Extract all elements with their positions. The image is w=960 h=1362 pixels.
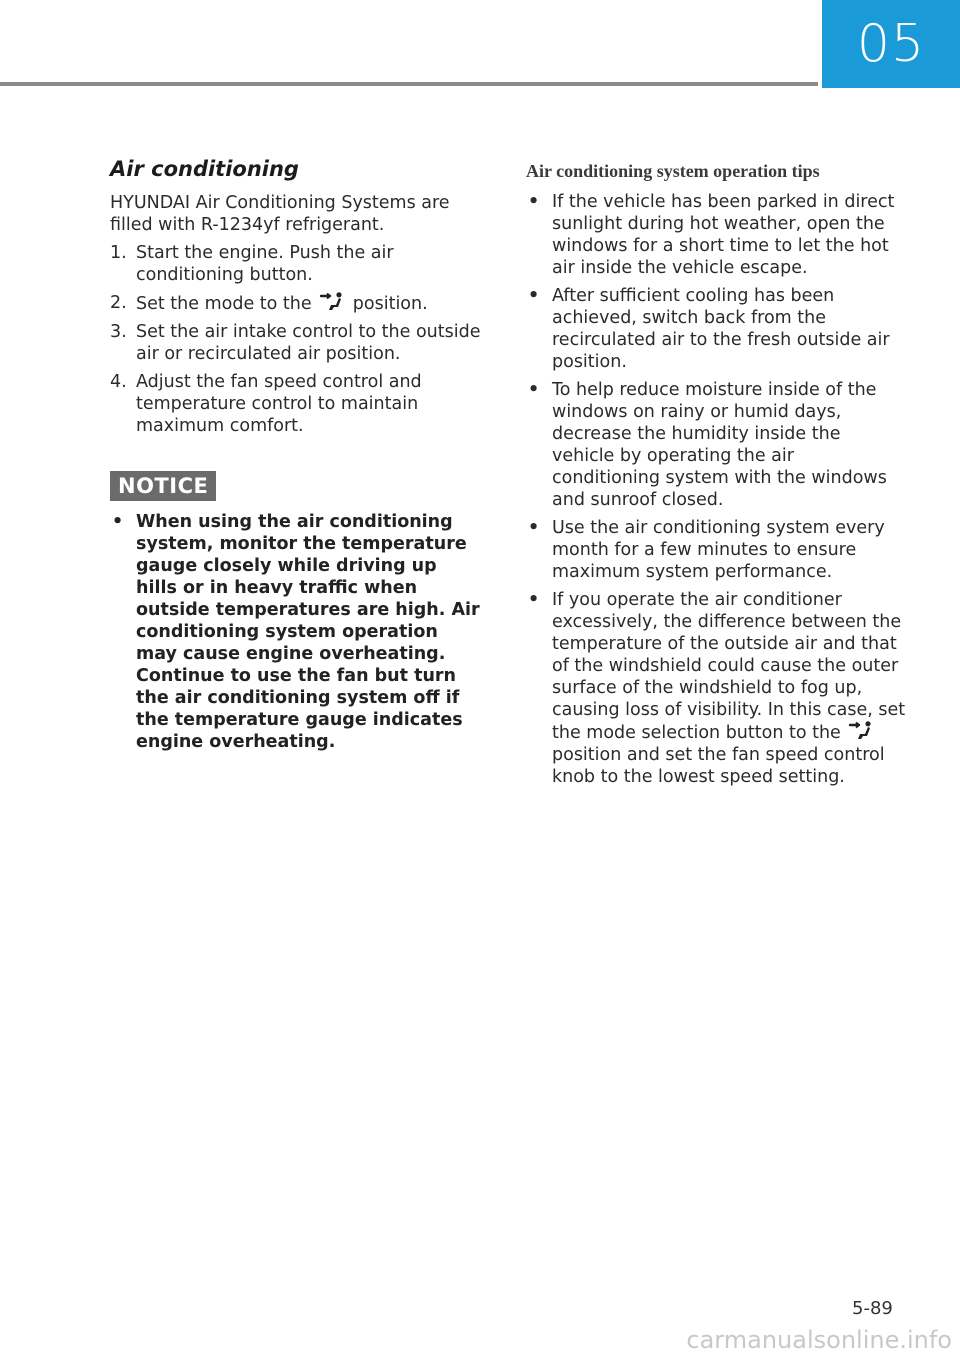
tip-text-after: position and set the fan speed control knob to the lowest speed setting. <box>552 745 885 787</box>
notice-list <box>110 511 482 753</box>
watermark: carmanualsonline.info <box>686 1326 952 1354</box>
bullet: • <box>112 512 124 532</box>
step-item <box>110 292 482 315</box>
tip-item <box>526 589 906 788</box>
bullet: • <box>528 590 540 610</box>
tips-list <box>526 191 906 788</box>
tip-text: Use the air conditioning system every month for a few minutes to ensure maximum system performance. <box>552 518 885 582</box>
notice-text: When using the air conditioning system, monitor the temperature gauge closely while driving up hills or in heavy traffic when outside temperatures are high. Air conditioning system operation may cause engine overheating. Continue to use the fan but turn the air conditioning system off if the temperature gauge indicates engine overheating. <box>136 512 480 752</box>
step-text: Adjust the fan speed control and temperature control to maintain maximum comfort. <box>136 372 422 436</box>
tip-item <box>526 379 906 511</box>
step-text-after: position. <box>352 294 428 314</box>
step-number: 3. <box>110 322 127 342</box>
tip-text: If the vehicle has been parked in direct sunlight during hot weather, open the windows for a short time to let the hot air inside the vehicle escape. <box>552 192 895 278</box>
left-column <box>110 158 482 753</box>
tip-item <box>526 517 906 583</box>
tip-text: After sufficient cooling has been achieved, switch back from the recirculated air to the fresh outside air position. <box>552 286 890 372</box>
bullet: • <box>528 380 540 400</box>
tip-item <box>526 191 906 279</box>
bullet: • <box>528 192 540 212</box>
notice-badge: NOTICE <box>110 471 216 501</box>
step-text: Start the engine. Push the air conditioning button. <box>136 243 394 285</box>
tip-item <box>526 285 906 373</box>
face-vent-mode-icon <box>319 292 345 312</box>
step-number: 4. <box>110 372 127 392</box>
steps-list <box>110 242 482 437</box>
bullet: • <box>528 518 540 538</box>
intro-paragraph: HYUNDAI Air Conditioning Systems are filled with R-1234yf refrigerant. <box>110 193 450 235</box>
bullet: • <box>528 286 540 306</box>
subsection-title: Air conditioning system operation tips <box>526 161 820 181</box>
step-number: 1. <box>110 243 127 263</box>
step-item <box>110 321 482 365</box>
page-number: 5-89 <box>852 1298 893 1319</box>
header-rule <box>0 82 818 86</box>
section-title: Air conditioning <box>110 157 299 181</box>
tip-text: To help reduce moisture inside of the windows on rainy or humid days, decrease the humidity inside the vehicle by operating the air conditioning system with the windows and sunroof closed. <box>552 380 887 510</box>
step-number: 2. <box>110 293 127 313</box>
step-text: Set the air intake control to the outside air or recirculated air position. <box>136 322 481 364</box>
right-column <box>526 160 906 794</box>
step-text-before: Set the mode to the <box>136 294 312 314</box>
face-vent-mode-icon <box>848 721 874 741</box>
step-item <box>110 371 482 437</box>
tip-text-before: If you operate the air conditioner excessively, the difference between the temperature of the outside air and that of the windshield could cause the outer surface of the windshield to fog up, causing loss of visibility. In this case, set the mode selection button to the <box>552 590 906 743</box>
step-item <box>110 242 482 286</box>
notice-item <box>110 511 482 753</box>
chapter-tab: 05 <box>822 0 960 88</box>
